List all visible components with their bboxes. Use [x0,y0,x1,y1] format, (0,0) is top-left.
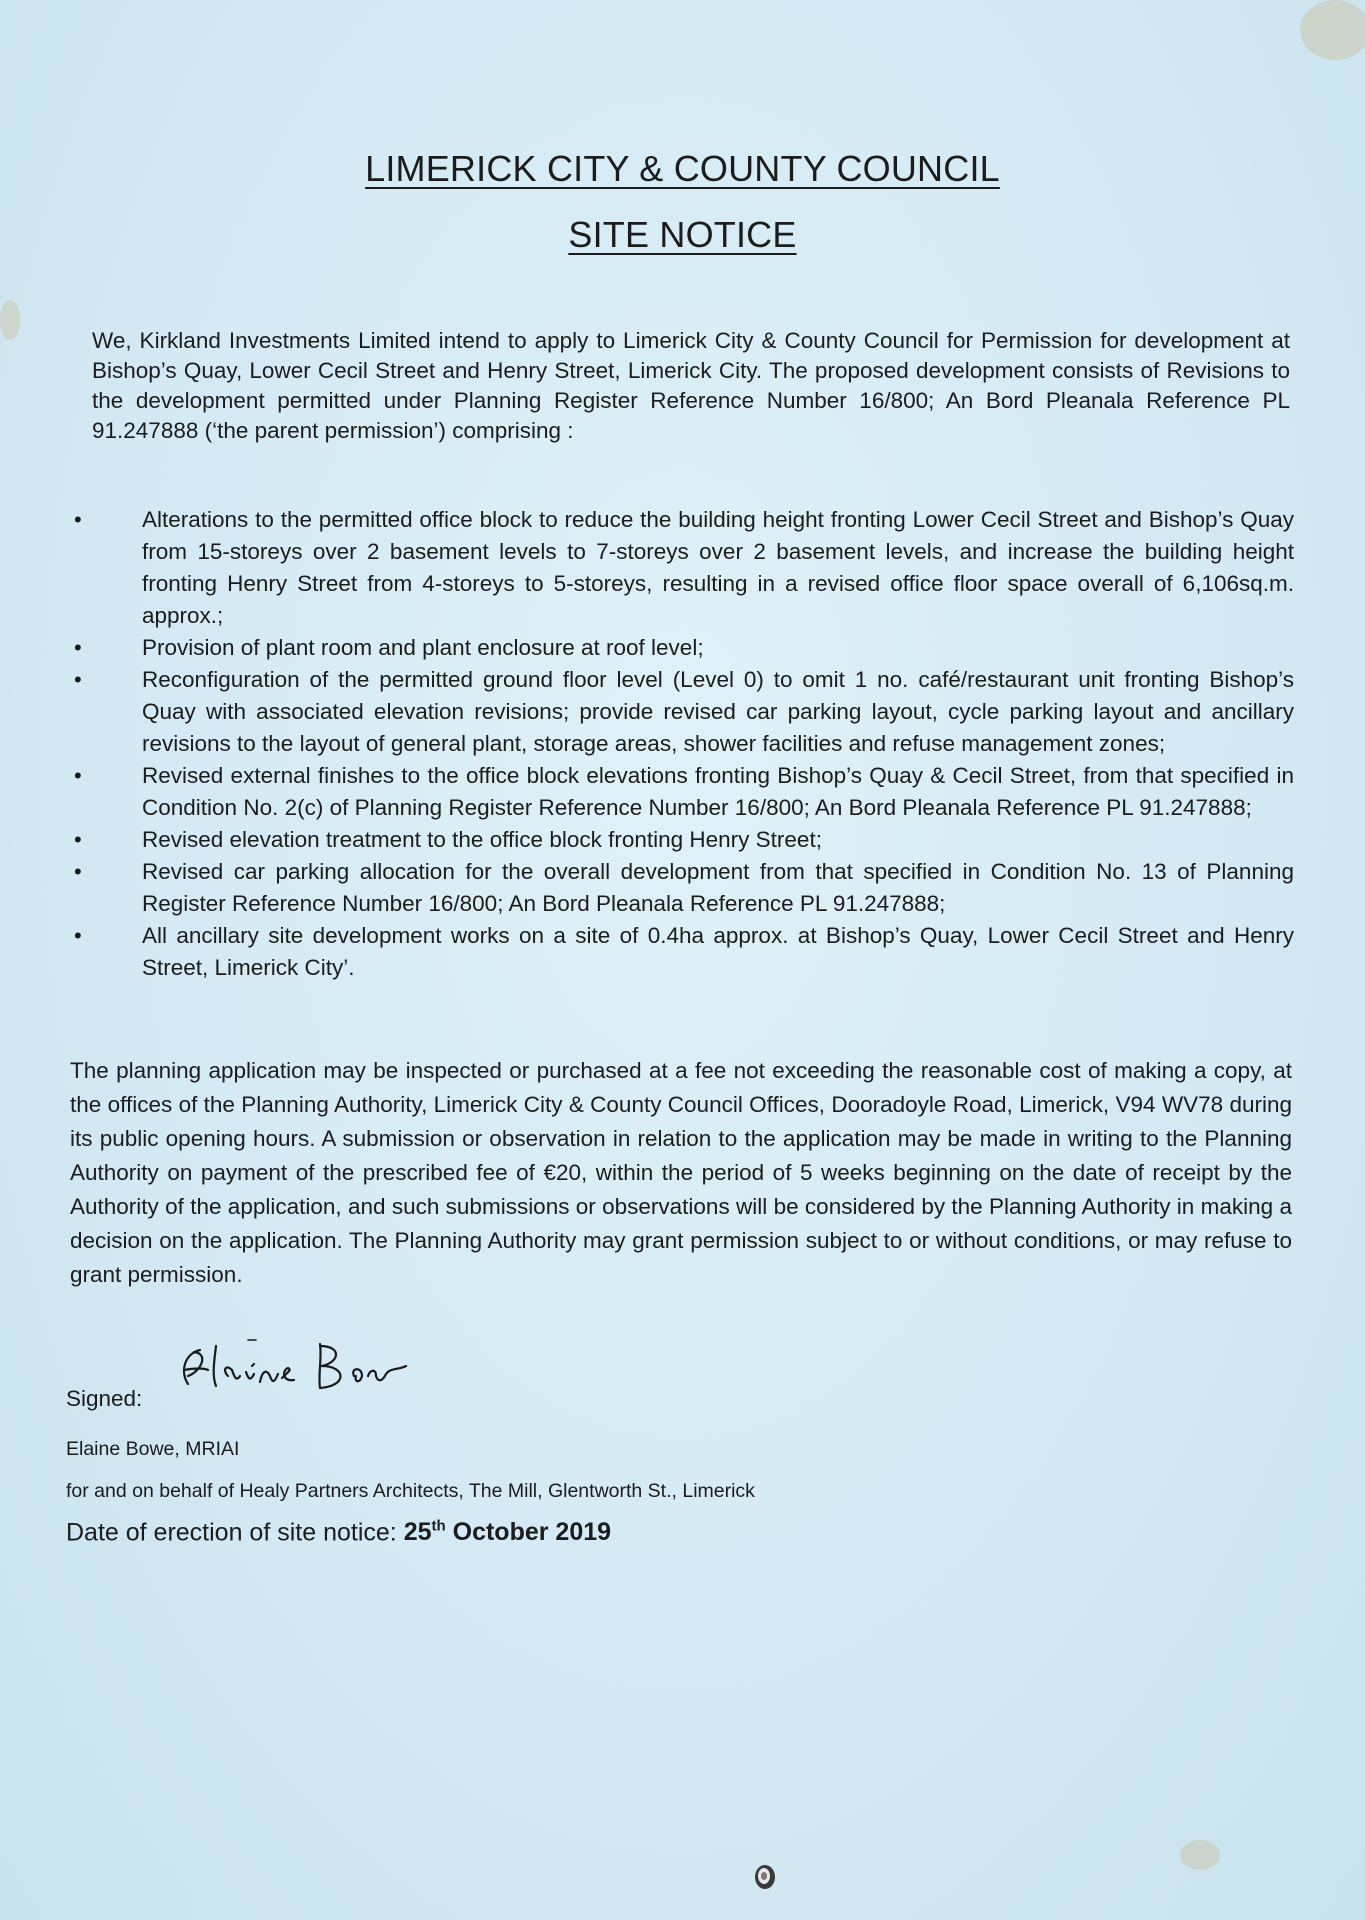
list-item [74,920,1294,984]
erection-date-label: Date of erection of site notice: [66,1518,404,1547]
list-item [74,664,1294,760]
council-title: LIMERICK CITY & COUNTY COUNCIL [365,148,1000,189]
signer-organisation: for and on behalf of Healy Partners Architects, The Mill, Glentworth St., Limerick [66,1480,755,1502]
list-item-text: Reconfiguration of the permitted ground floor level (Level 0) to omit 1 no. café/restaurant unit fronting Bishop’s Quay with associated elevation revisions; provide revised car parking layout, cycle parking layout and ancillary revisions to the layout of general plant, storage areas, shower facilities and refuse management zones; [142,667,1294,756]
list-item [74,760,1294,824]
signer-name: Elaine Bowe, MRIAI [66,1438,240,1460]
list-item [74,856,1294,920]
bullet-icon: • [74,507,82,532]
bullet-icon: • [74,859,82,884]
list-item-text: All ancillary site development works on a site of 0.4ha approx. at Bishop’s Quay, Lower Cecil Street and Henry Street, Limerick City’. [142,923,1294,980]
list-item-text: Revised elevation treatment to the office block fronting Henry Street; [142,827,822,852]
bullet-icon: • [74,763,82,788]
intro-paragraph: We, Kirkland Investments Limited intend to apply to Limerick City & County Council for Permission for development at Bishop’s Quay, Lower Cecil Street and Henry Street, Limerick City. The proposed development consists of Revisions to the development permitted under Planning Register Reference Number 16/800; An Bord Pleanala Reference PL 91.247888 (‘the parent permission’) comprising : [92,328,1290,443]
signed-label: Signed: [66,1386,143,1411]
bullet-icon: • [74,667,82,692]
notice-title: SITE NOTICE [568,214,797,255]
bullet-icon: • [74,923,82,948]
list-item [74,632,1294,664]
pin-icon [752,1862,778,1892]
list-item-text: Provision of plant room and plant enclosure at roof level; [142,635,704,660]
list-item-text: Alterations to the permitted office block to reduce the building height fronting Lower Cecil Street and Bishop’s Quay from 15-storeys over 2 basement levels to 7-storeys over 2 basement levels, and increase the building height fronting Henry Street from 4-storeys to 5-storeys, resulting in a revised office floor space overall of 6,106sq.m. approx.; [142,507,1294,628]
erection-date-value: 25th October 2019 [403,1518,612,1547]
handwritten-signature [170,1332,410,1402]
paper-stain [1300,0,1365,60]
list-item [74,824,1294,856]
list-item-text: Revised external finishes to the office block elevations fronting Bishop’s Quay & Cecil Street, from that specified in Condition No. 2(c) of Planning Register Reference Number 16/800; An Bord Pleanala Reference PL 91.247888; [142,763,1294,820]
list-item [74,504,1294,632]
paper-stain [1180,1840,1220,1870]
erection-date [66,1518,611,1547]
list-item-text: Revised car parking allocation for the overall development from that specified in Condition No. 13 of Planning Register Reference Number 16/800; An Bord Pleanala Reference PL 91.247888; [142,859,1294,916]
development-list [74,504,1294,984]
bullet-icon: • [74,635,82,660]
bullet-icon: • [74,827,82,852]
inspection-paragraph: The planning application may be inspected or purchased at a fee not exceeding the reasonable cost of making a copy, at the offices of the Planning Authority, Limerick City & County Council Offices, Dooradoyle Road, Limerick, V94 WV78 during its public opening hours. A submission or observation in relation to the application may be made in writing to the Planning Authority on payment of the prescribed fee of €20, within the period of 5 weeks beginning on the date of receipt by the Authority of the application, and such submissions or observations will be considered by the Planning Authority in making a decision on the application. The Planning Authority may grant permission subject to or without conditions, or may refuse to grant permission. [70,1058,1292,1287]
paper-stain [0,300,20,340]
